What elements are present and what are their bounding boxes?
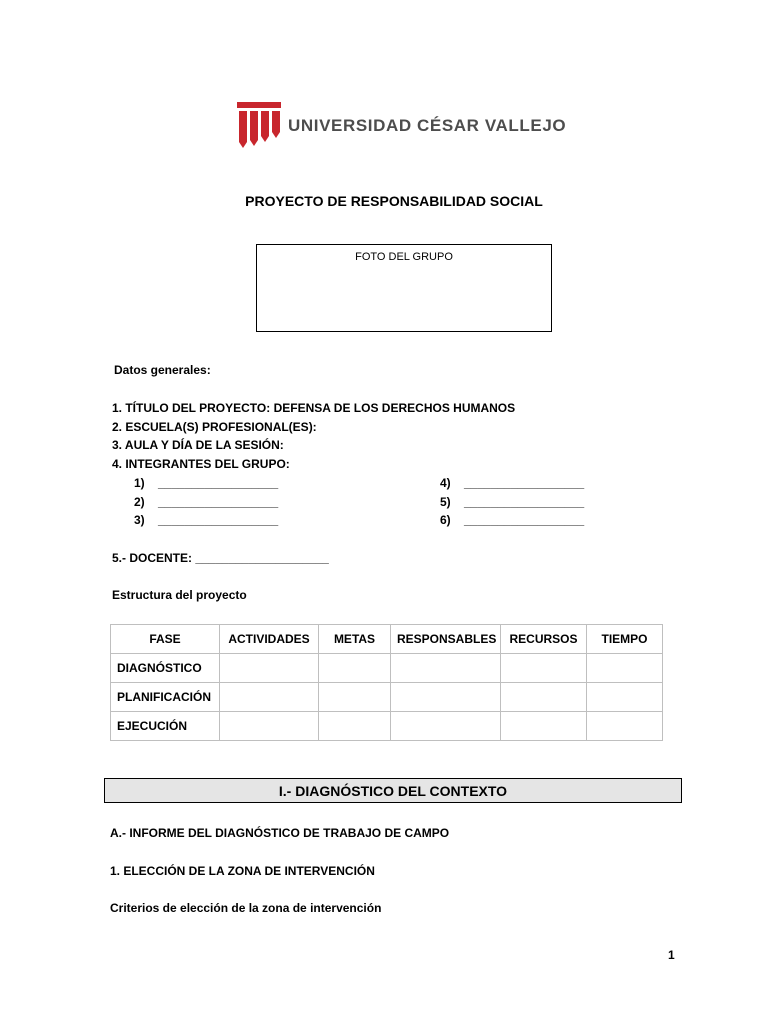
criteria-heading: Criterios de elección de la zona de intervención — [110, 901, 382, 915]
member-line-1: 1) __________________ — [134, 476, 279, 490]
member-line-5: 5) __________________ — [440, 495, 585, 509]
table-cell: PLANIFICACIÓN — [111, 683, 220, 712]
table-row — [111, 683, 663, 712]
table-cell — [501, 712, 587, 741]
table-cell — [319, 712, 391, 741]
table-header-cell: RECURSOS — [501, 625, 587, 654]
table-cell — [220, 712, 319, 741]
item-school: 2. ESCUELA(S) PROFESIONAL(ES): — [112, 420, 317, 434]
table-cell — [501, 683, 587, 712]
table-header-cell: RESPONSABLES — [391, 625, 501, 654]
table-header-cell: METAS — [319, 625, 391, 654]
table-cell — [220, 654, 319, 683]
ucv-emblem-icon — [237, 102, 281, 150]
table-cell: EJECUCIÓN — [111, 712, 220, 741]
item-members: 4. INTEGRANTES DEL GRUPO: — [112, 457, 290, 471]
photo-box-label: FOTO DEL GRUPO — [355, 251, 453, 263]
table-cell — [319, 683, 391, 712]
section-title-bar: I.- DIAGNÓSTICO DEL CONTEXTO — [104, 778, 682, 803]
member-line-4: 4) __________________ — [440, 476, 585, 490]
member-line-2: 2) __________________ — [134, 495, 279, 509]
item-project-title: 1. TÍTULO DEL PROYECTO: DEFENSA DE LOS DERECHOS HUMANOS — [112, 401, 516, 415]
table-header-cell: TIEMPO — [587, 625, 663, 654]
table-cell — [391, 683, 501, 712]
subsection-a-heading: A.- INFORME DEL DIAGNÓSTICO DE TRABAJO DE CAMPO — [110, 826, 450, 840]
table-cell — [220, 683, 319, 712]
table-header-row — [111, 625, 663, 654]
table-cell — [587, 654, 663, 683]
member-line-3: 3) __________________ — [134, 513, 279, 527]
table-header-cell: ACTIVIDADES — [220, 625, 319, 654]
table-row — [111, 712, 663, 741]
general-data-heading: Datos generales: — [114, 363, 211, 377]
logo-wordmark: UNIVERSIDAD CÉSAR VALLEJO — [288, 116, 567, 135]
table-row — [111, 654, 663, 683]
structure-heading: Estructura del proyecto — [112, 588, 247, 602]
teacher-line: 5.- DOCENTE: ____________________ — [112, 551, 329, 565]
project-structure-table — [110, 624, 663, 741]
table-cell: DIAGNÓSTICO — [111, 654, 220, 683]
table-cell — [391, 712, 501, 741]
table-cell — [391, 654, 501, 683]
table-cell — [319, 654, 391, 683]
table-header-cell: FASE — [111, 625, 220, 654]
member-line-6: 6) __________________ — [440, 513, 585, 527]
page-number: 1 — [668, 948, 675, 962]
table-cell — [587, 712, 663, 741]
group-photo-box — [256, 244, 552, 332]
table-cell — [587, 683, 663, 712]
table-cell — [501, 654, 587, 683]
item-classroom: 3. AULA Y DÍA DE LA SESIÓN: — [112, 438, 284, 452]
document-title: PROYECTO DE RESPONSABILIDAD SOCIAL — [245, 193, 543, 209]
subsection-1-heading: 1. ELECCIÓN DE LA ZONA DE INTERVENCIÓN — [110, 864, 375, 878]
